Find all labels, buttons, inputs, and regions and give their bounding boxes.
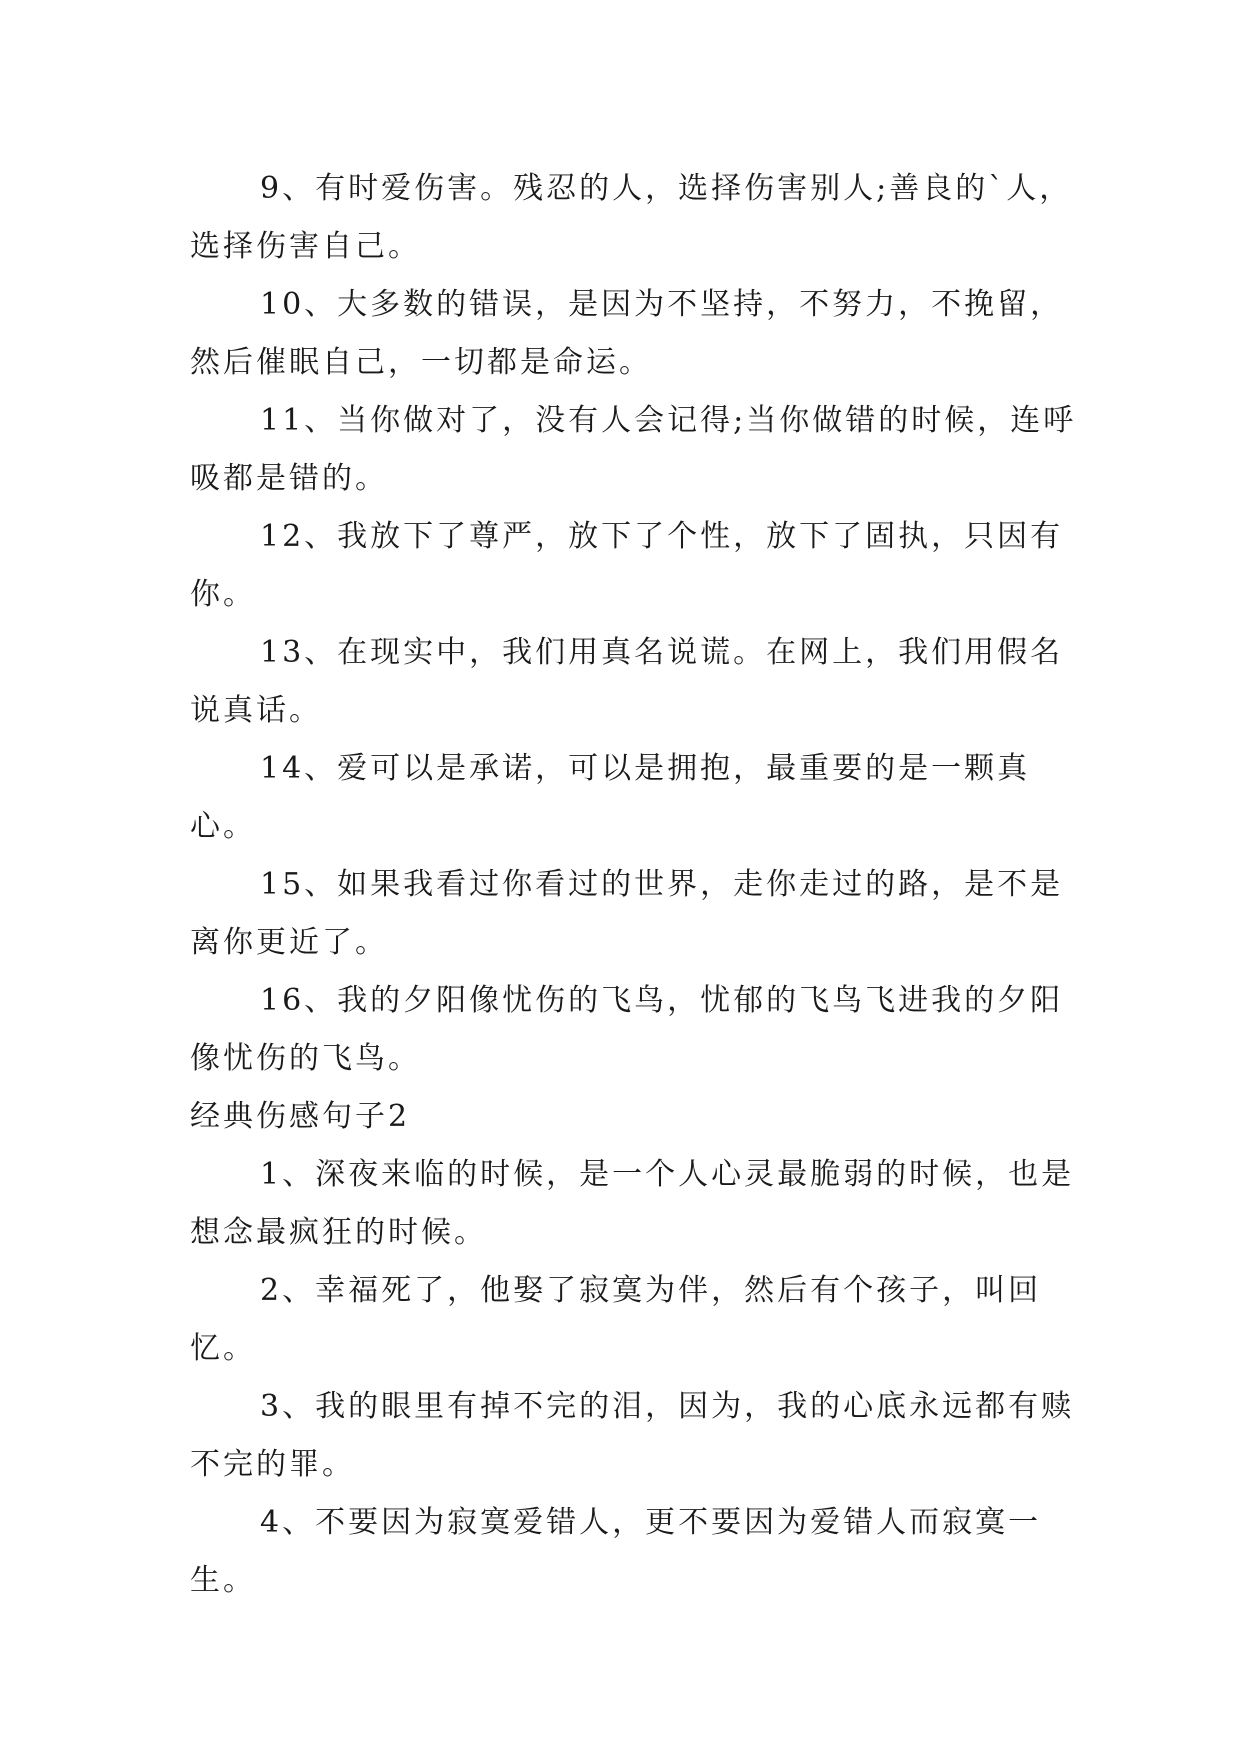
paragraph-14: 14、爱可以是承诺，可以是拥抱，最重要的是一颗真心。 xyxy=(190,751,1031,844)
paragraph-10: 10、大多数的错误，是因为不坚持，不努力，不挽留，然后催眠自己，一切都是命运。 xyxy=(190,287,1064,380)
paragraph-2-2: 2、幸福死了，他娶了寂寞为伴，然后有个孩子，叫回忆。 xyxy=(190,1273,1042,1366)
paragraph-2-4: 4、不要因为寂寞爱错人，更不要因为爱错人而寂寞一生。 xyxy=(190,1505,1042,1598)
paragraph-11: 11、当你做对了，没有人会记得;当你做错的时候，连呼吸都是错的。 xyxy=(190,403,1077,496)
document-body xyxy=(190,160,1090,1610)
paragraph-13: 13、在现实中，我们用真名说谎。在网上，我们用假名说真话。 xyxy=(190,635,1064,728)
paragraph-9: 9、有时爱伤害。残忍的人，选择伤害别人;善良的`人，选择伤害自己。 xyxy=(190,171,1073,264)
section-heading: 经典伤感句子2 xyxy=(190,1099,411,1134)
paragraph-15: 15、如果我看过你看过的世界，走你走过的路，是不是离你更近了。 xyxy=(190,867,1064,960)
paragraph-16: 16、我的夕阳像忧伤的飞鸟，忧郁的飞鸟飞进我的夕阳像忧伤的飞鸟。 xyxy=(190,983,1064,1076)
paragraph-2-1: 1、深夜来临的时候，是一个人心灵最脆弱的时候，也是想念最疯狂的时候。 xyxy=(190,1157,1075,1250)
paragraph-12: 12、我放下了尊严，放下了个性，放下了固执，只因有你。 xyxy=(190,519,1064,612)
paragraph-2-3: 3、我的眼里有掉不完的泪，因为，我的心底永远都有赎不完的罪。 xyxy=(190,1389,1075,1482)
